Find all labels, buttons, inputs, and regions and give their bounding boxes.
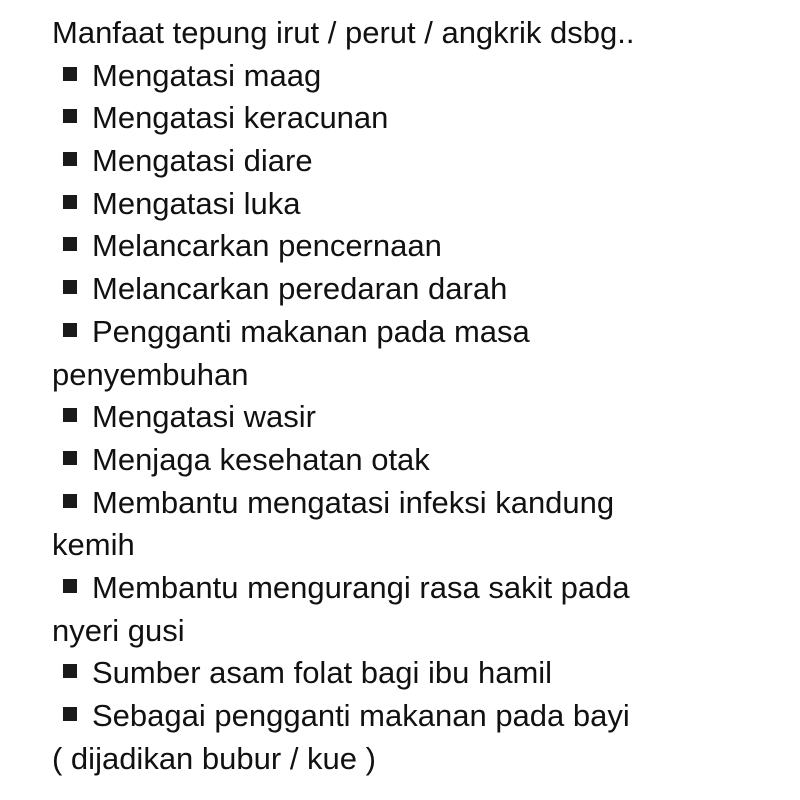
list-item-label: Melancarkan pencernaan: [92, 228, 442, 264]
list-item: [52, 695, 782, 738]
list-item: [52, 439, 782, 482]
list-item: [52, 97, 782, 140]
square-bullet-icon: [63, 323, 77, 337]
list-item-label: Mengatasi maag: [92, 57, 322, 93]
post-title: Manfaat tepung irut / perut / angkrik dsbg..: [52, 15, 635, 50]
list-item: [52, 482, 782, 525]
list-item-label: Mengatasi keracunan: [92, 100, 389, 136]
list-item: [52, 311, 782, 354]
square-bullet-icon: [63, 109, 77, 123]
list-item-label: Sumber asam folat bagi ibu hamil: [92, 655, 553, 691]
list-item: [52, 140, 782, 183]
list-item-label: Mengatasi luka: [92, 185, 301, 221]
list-item-label: Mengatasi diare: [92, 143, 313, 179]
square-bullet-icon: [63, 451, 77, 465]
list-item: [52, 55, 782, 98]
square-bullet-icon: [63, 707, 77, 721]
list-item-continuation: penyembuhan: [52, 356, 249, 392]
list-item-continuation: kemih: [52, 527, 135, 563]
list-item: [52, 183, 782, 226]
list-item-continuation: ( dijadikan bubur / kue ): [52, 740, 376, 776]
square-bullet-icon: [63, 664, 77, 678]
list-item: [52, 567, 782, 610]
square-bullet-icon: [63, 494, 77, 508]
square-bullet-icon: [63, 237, 77, 251]
square-bullet-icon: [63, 280, 77, 294]
list-item: [52, 652, 782, 695]
square-bullet-icon: [63, 67, 77, 81]
square-bullet-icon: [63, 152, 77, 166]
list-item-continuation: nyeri gusi: [52, 612, 185, 648]
list-item-label: Membantu mengurangi rasa sakit pada: [92, 569, 630, 605]
list-item-label: Membantu mengatasi infeksi kandung: [92, 484, 615, 520]
list-item-label: Menjaga kesehatan otak: [92, 441, 430, 477]
square-bullet-icon: [63, 195, 77, 209]
list-item: [52, 268, 782, 311]
list-item: [52, 396, 782, 439]
post-text-body: [52, 12, 782, 780]
list-item-label: Melancarkan peredaran darah: [92, 271, 508, 307]
list-item-label: Mengatasi wasir: [92, 399, 316, 435]
list-item-label: Sebagai pengganti makanan pada bayi: [92, 698, 630, 733]
list-item: [52, 225, 782, 268]
list-item-label: Pengganti makanan pada masa: [92, 313, 530, 349]
square-bullet-icon: [63, 408, 77, 422]
square-bullet-icon: [63, 579, 77, 593]
